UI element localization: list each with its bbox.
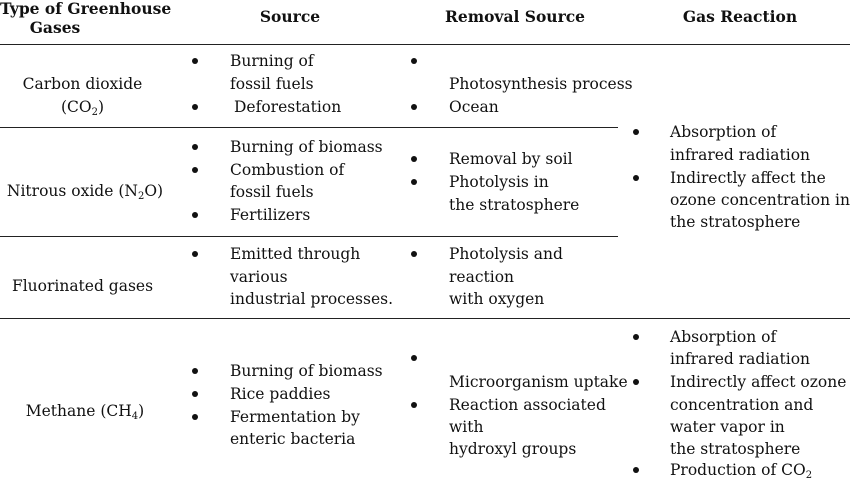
co2-source-2: Deforestation: [234, 98, 342, 116]
ch4-source-1: Burning of biomass: [230, 362, 383, 380]
shared-reaction-2c: the stratosphere: [670, 213, 801, 231]
header-type-line2: Gases: [29, 18, 81, 37]
row-divider: [0, 127, 618, 128]
ch4-reaction-2a: Indirectly affect ozone: [670, 373, 847, 391]
fluor-removal-1c: with oxygen: [449, 290, 545, 308]
bullet-dot: [411, 355, 417, 361]
ch4-source-3a: Fermentation by: [230, 408, 360, 426]
ch4-reaction-2c: water vapor in: [670, 418, 785, 436]
fluor-source-1b: various: [230, 268, 288, 286]
ch4-removal-1: Microorganism uptake: [449, 373, 628, 391]
n2o-source-2b: fossil fuels: [230, 183, 314, 201]
bullet-dot: [633, 467, 639, 473]
co2-source-1b: fossil fuels: [230, 75, 314, 93]
co2-source-1a: Burning of: [230, 52, 314, 70]
ch4-reaction-1a: Absorption of: [670, 328, 777, 346]
ch4-reaction-3: Production of $CO_2$: [670, 461, 813, 481]
shared-reaction-2b: ozone concentration in: [670, 191, 850, 209]
bullet-dot: [192, 391, 198, 397]
bullet-dot: [192, 104, 198, 110]
bullet-dot: [633, 175, 639, 181]
n2o-name: Nitrous oxide $(N_2O)$: [6, 182, 164, 202]
co2-name: Carbon dioxide: [22, 75, 143, 93]
bullet-dot: [192, 144, 198, 150]
bullet-dot: [411, 179, 417, 185]
header-divider: [0, 44, 850, 45]
ch4-removal-2b: with: [449, 418, 484, 436]
fluor-source-1c: industrial processes.: [230, 290, 393, 308]
fluor-removal-1a: Photolysis and: [449, 245, 563, 263]
fluor-removal-1b: reaction: [449, 268, 515, 286]
bullet-dot: [633, 334, 639, 340]
header-reaction: Gas Reaction: [682, 7, 798, 26]
bullet-dot: [633, 129, 639, 135]
n2o-source-2a: Combustion of: [230, 161, 345, 179]
header-removal: Removal Source: [444, 7, 586, 26]
bullet-dot: [411, 156, 417, 162]
ch4-removal-2c: hydroxyl groups: [449, 440, 577, 458]
ch4-reaction-2d: the stratosphere: [670, 440, 801, 458]
n2o-source-3: Fertilizers: [230, 206, 311, 224]
co2-removal-1: Photosynthesis process: [449, 75, 633, 93]
ch4-removal-2a: Reaction associated: [449, 396, 606, 414]
bullet-dot: [411, 251, 417, 257]
bullet-dot: [192, 167, 198, 173]
shared-reaction-1b: infrared radiation: [670, 146, 811, 164]
co2-formula: $(CO_2)$: [60, 98, 105, 118]
fluor-name: Fluorinated gases: [11, 277, 154, 295]
row-divider: [0, 236, 618, 237]
shared-reaction-2a: Indirectly affect the: [670, 169, 826, 187]
bullet-dot: [411, 104, 417, 110]
header-source: Source: [259, 7, 321, 26]
ch4-reaction-2b: concentration and: [670, 396, 814, 414]
bullet-dot: [633, 379, 639, 385]
ch4-reaction-1b: infrared radiation: [670, 350, 811, 368]
bullet-dot: [192, 414, 198, 420]
n2o-removal-2b: the stratosphere: [449, 196, 580, 214]
shared-reaction-1a: Absorption of: [670, 123, 777, 141]
co2-removal-2: Ocean: [449, 98, 499, 116]
bullet-dot: [192, 58, 198, 64]
ch4-source-3b: enteric bacteria: [230, 430, 356, 448]
ch4-name: Methane $(CH_4)$: [25, 402, 145, 422]
header-type-line1: Type of Greenhouse: [0, 0, 172, 18]
ch4-source-2: Rice paddies: [230, 385, 331, 403]
row-divider: [0, 318, 850, 319]
bullet-dot: [411, 58, 417, 64]
fluor-source-1a: Emitted through: [230, 245, 361, 263]
n2o-removal-2a: Photolysis in: [449, 173, 549, 191]
bullet-dot: [192, 251, 198, 257]
bullet-dot: [192, 212, 198, 218]
bullet-dot: [411, 402, 417, 408]
n2o-removal-1: Removal by soil: [449, 150, 573, 168]
bullet-dot: [192, 368, 198, 374]
n2o-source-1: Burning of biomass: [230, 138, 383, 156]
